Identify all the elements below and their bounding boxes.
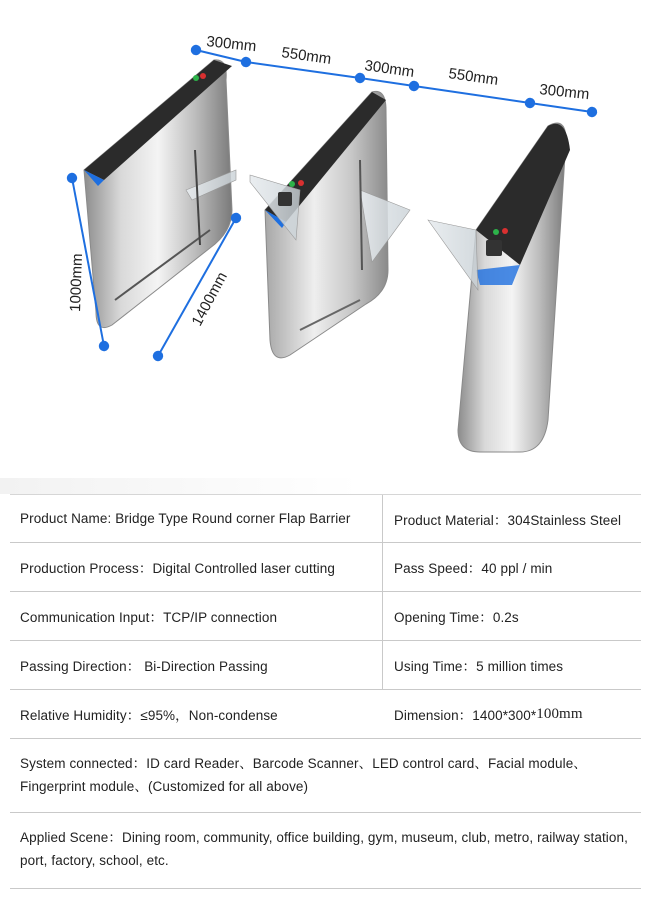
spec-row-applied-scene bbox=[10, 813, 641, 889]
dimension-prefix: Dimension：1400*300* bbox=[394, 708, 537, 723]
relative-humidity: Relative Humidity：≤95%，Non-condense bbox=[20, 708, 278, 723]
applied-scene: Applied Scene：Dining room, community, office building, gym, museum, club, metro, railway station, port, factory, school, etc. bbox=[20, 830, 628, 868]
production-process: Production Process：Digital Controlled laser cutting bbox=[20, 561, 335, 576]
right-cabinet bbox=[428, 123, 570, 452]
spec-row bbox=[10, 543, 641, 592]
column-divider bbox=[382, 641, 383, 689]
spec-row bbox=[10, 592, 641, 641]
opening-time: Opening Time：0.2s bbox=[394, 610, 519, 625]
product-name: Product Name: Bridge Type Round corner Flap Barrier bbox=[20, 511, 351, 526]
dimension-suffix: 100mm bbox=[536, 705, 583, 722]
dim-label-3: 300mm bbox=[363, 57, 416, 81]
spec-table bbox=[10, 495, 641, 889]
using-time: Using Time：5 million times bbox=[394, 659, 564, 674]
middle-cabinet bbox=[250, 91, 410, 357]
passing-direction: Passing Direction： Bi-Direction Passing bbox=[20, 659, 268, 674]
dim-label-4: 550mm bbox=[447, 65, 500, 89]
dim-label-length: 1400mm bbox=[188, 269, 231, 329]
dim-label-5: 300mm bbox=[538, 81, 591, 104]
column-divider bbox=[382, 592, 383, 640]
column-divider bbox=[382, 543, 383, 591]
pass-speed: Pass Speed：40 ppl / min bbox=[394, 561, 553, 576]
system-connected: System connected：ID card Reader、Barcode Scanner、LED control card、Facial module、Fingerprint module、(Customized for all above) bbox=[20, 756, 587, 794]
dimension bbox=[394, 690, 583, 738]
product-material: Product Material：304Stainless Steel bbox=[394, 512, 622, 528]
table-top-shade bbox=[0, 478, 360, 494]
column-divider bbox=[382, 495, 383, 542]
spec-row bbox=[10, 495, 641, 543]
spec-row bbox=[10, 641, 641, 690]
dim-label-height: 1000mm bbox=[67, 253, 87, 313]
dim-label-2: 550mm bbox=[280, 44, 333, 68]
communication-input: Communication Input：TCP/IP connection bbox=[20, 610, 278, 625]
spec-row bbox=[10, 690, 641, 739]
spec-row-system-connected bbox=[10, 739, 641, 813]
dim-label-1: 300mm bbox=[205, 33, 258, 56]
